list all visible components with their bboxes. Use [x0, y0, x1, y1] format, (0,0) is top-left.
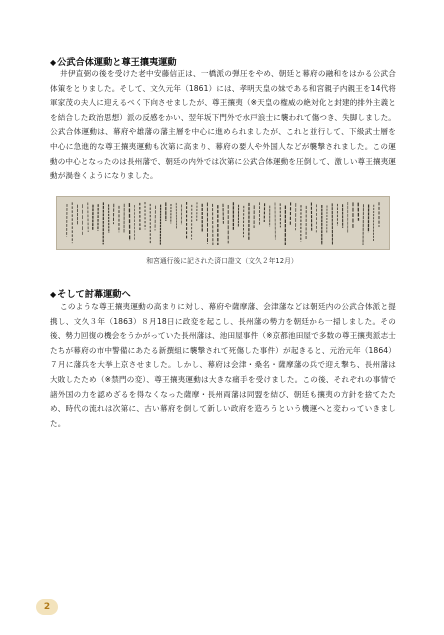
historical-document-image: [56, 196, 390, 250]
section-heading-text: そして討幕運動へ: [57, 289, 131, 300]
paragraph-kobu-gattai: 井伊直弼の後を受けた老中安藤信正は、一橋派の弾圧をやめ、朝廷と幕府の融和をはかる公武合体策をとりました。そして、文久元年（1861）には、孝明天皇の妹である和宮親子内親王を14代将軍家茂の夫人に迎えるべく下向させましたが、尊王攘夷（※天皇の権威の絶対化と封建的排外主義とを結合した政治思想）派の反感をかい、翌年坂下門外で水戸浪士に襲われて傷つき、失脚しました。公武合体運動は、幕府や雄藩の藩主層を中心に進められましたが、これと並行して、下級武士層を中心に急進的な尊王攘夷運動も次第に高まり、幕府の要人や外国人などが襲撃されました。この運動の中心となったのは長州藩で、朝廷の内外では次第に公武合体運動を圧倒して、激しい尊王攘夷運動が渦巻くようになりました。: [50, 69, 396, 181]
paragraph-tobaku: このような尊王攘夷運動の高まりに対し、幕府や薩摩藩、会津藩などは朝廷内の公武合体派と提携し、文久３年（1863）８月18日に政変を起こし、長州藩の勢力を朝廷から一掃しました。その後、勢力回復の機会をうかがっていた長州藩は、池田屋事件（※京都池田屋で多数の尊王攘夷派志士たちが幕府の市中警備にあたる新撰組に襲撃されて死傷した事件）が起きると、元治元年（1864）７月に藩兵を大挙上京させました。しかし、幕府は会津・桑名・薩摩藩の兵で迎え撃ち、長州藩は大敗したため（※禁門の変）、尊王攘夷運動は大きな痛手を受けました。この後、それぞれの事情で諸外国の力を認めざるを得なくなった薩摩・長州両藩は同盟を結び、朝廷も攘夷の方針を捨てたため、時代の流れは次第に、古い幕府を倒して新しい政府を造ろうという機運へと変わっていきました。: [50, 302, 396, 428]
diamond-bullet-icon: ◆: [50, 58, 57, 67]
section-heading-text: 公武合体運動と尊王攘夷運動: [57, 57, 177, 68]
section-heading-tobaku: [50, 286, 131, 300]
figure-caption: 和宮通行後に記された済口證文（文久２年12月）: [146, 257, 298, 265]
diamond-bullet-icon: ◆: [50, 290, 57, 299]
section-heading-kobu-gattai: [50, 54, 177, 68]
page-number-badge: 2: [36, 599, 58, 615]
handwritten-scroll-graphic: [57, 197, 389, 249]
